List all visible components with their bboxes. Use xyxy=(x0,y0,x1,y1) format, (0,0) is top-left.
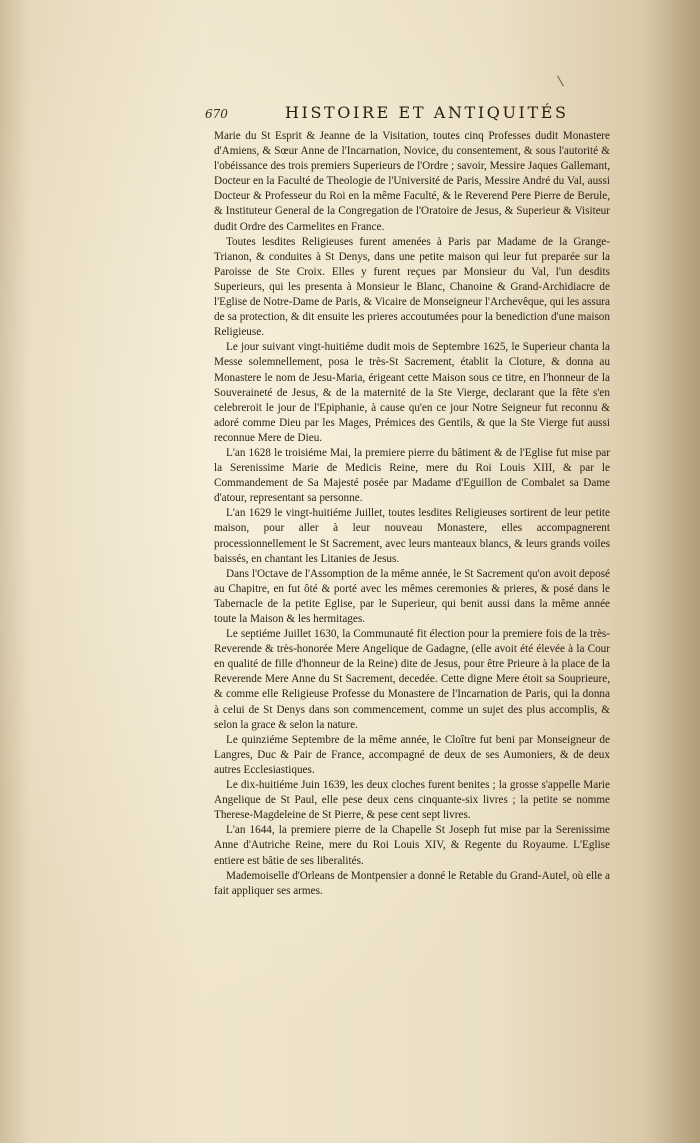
ink-mark xyxy=(557,76,564,87)
page-number: 670 xyxy=(205,107,228,121)
paragraph: Marie du St Esprit & Jeanne de la Visitation, toutes cinq Professes dudit Monastere d'Amiens, & Sœur Anne de l'Incarnation, Novice, du consentement, & sous l'autorité & l'obéissance des trois premiers Superieurs de l'Ordre ; savoir, Messire Jaques Gallemant, Docteur en la Faculté de Theologie de l'Université de Paris, Messire André du Val, aussi Docteur & Professeur du Roi en la même Faculté, & le Reverend Pere Pierre de Berule, & Instituteur General de la Congregation de l'Oratoire de Jesus, & Superieur & Visiteur dudit Ordre des Carmelites en France. xyxy=(214,130,610,233)
paragraph: Le quinziéme Septembre de la même année, le Cloître fut beni par Monseigneur de Langres, Duc & Pair de France, accompagné de deux de ses Aumoniers, & de deux autres Ecclesiastiques. xyxy=(214,733,610,776)
paragraph: Le jour suivant vingt-huitiéme dudit mois de Septembre 1625, le Superieur chanta la Messe solemnellement, posa le très-St Sacrement, établit la Cloture, & donna au Monastere le nom de Jesu-Maria, érigeant cette Maison sous ce titre, en l'honneur de la Souveraineté de Jesus, & de la maternité de la Ste Vierge, declarant que la fête s'en celebreroit le jour de l'Epiphanie, à cause qu'en ce jour Notre Seigneur fut reconnu & adoré comme Dieu par les Mages, Prémices des Gentils, & que la Ste Vierge fut aussi reconnue Mere de Dieu. xyxy=(214,341,610,444)
paragraph: L'an 1629 le vingt-huitiéme Juillet, toutes lesdites Religieuses sortirent de leur petite maison, pour aller à leur nouveau Monastere, elles accompagnerent processionnellement le St Sacrement, avec leurs manteaux blancs, & leurs grands voiles baissés, en chantant les Litanies de Jesus. xyxy=(214,507,610,565)
running-title: HISTOIRE ET ANTIQUITÉS xyxy=(285,103,569,122)
paragraph: L'an 1628 le troisiéme Mai, la premiere pierre du bâtiment & de l'Eglise fut mise par la Serenissime Marie de Medicis Reine, mere du Roi Louis XIII, & par le Commandement de Sa Majesté posée par Madame d'Eguillon de Combalet sa Dame d'atour, representant sa personne. xyxy=(214,446,610,505)
paragraph: L'an 1644, la premiere pierre de la Chapelle St Joseph fut mise par la Serenissime Anne d'Autriche Reine, mere du Roi Louis XIV, & Regente du Royaume. L'Eglise entiere est bâtie de ses liberalités. xyxy=(214,824,610,867)
page-header xyxy=(205,103,625,129)
body-text xyxy=(214,129,610,899)
paragraph: Toutes lesdites Religieuses furent amenées à Paris par Madame de la Grange-Trianon, & conduites à St Denys, dans une petite maison qui leur fut preparée sur la Paroisse de Ste Croix. Elles y furent reçues par Monsieur du Val, l'un desdits Superieurs, qui les presenta à Monsieur le Blanc, Chanoine & Grand-Archidiacre de l'Eglise de Notre-Dame de Paris, & Vicaire de Monseigneur l'Archevêque, qui les assura de sa protection, & dit ensuite les prieres accoutumées pour la benediction d'une maison Religieuse. xyxy=(214,235,610,339)
paragraph: Le dix-huitiéme Juin 1639, les deux cloches furent benites ; la grosse s'appelle Marie Angelique de St Paul, elle pese deux cens cinquante-six livres ; la petite se nomme Therese-Magdeleine de St Pierre, & pese cent sept livres. xyxy=(214,779,610,822)
paragraph: Dans l'Octave de l'Assomption de la même année, le St Sacrement qu'on avoit deposé au Chapitre, en fut ôté & porté avec les mêmes ceremonies & prieres, & posé dans le Tabernacle de la petite Eglise, par le Superieur, qui benit aussi dans la même année toute la Maison & les hermitages. xyxy=(214,567,610,625)
paragraph: Mademoiselle d'Orleans de Montpensier a donné le Retable du Grand-Autel, où elle a fait appliquer ses armes. xyxy=(214,869,610,897)
paragraph: Le septiéme Juillet 1630, la Communauté fit élection pour la premiere fois de la très-Reverende & très-honorée Mere Angelique de Gadagne, (elle avoit été élevée à la Cour en qualité de fille d'honneur de la Reine) dite de Jesus, pour être Prieure à la place de la Reverende Mere Anne du St Sacrement, decedée. Cette digne Mere étoit sa Souprieure, & comme elle Religieuse Professe du Monastere de l'Incarnation de Paris, qui la donna à celui de St Denys dans son commencement, comme un sujet des plus accomplis, & selon la grace & selon la nature. xyxy=(214,628,610,731)
page-gutter-shadow xyxy=(640,0,700,1143)
